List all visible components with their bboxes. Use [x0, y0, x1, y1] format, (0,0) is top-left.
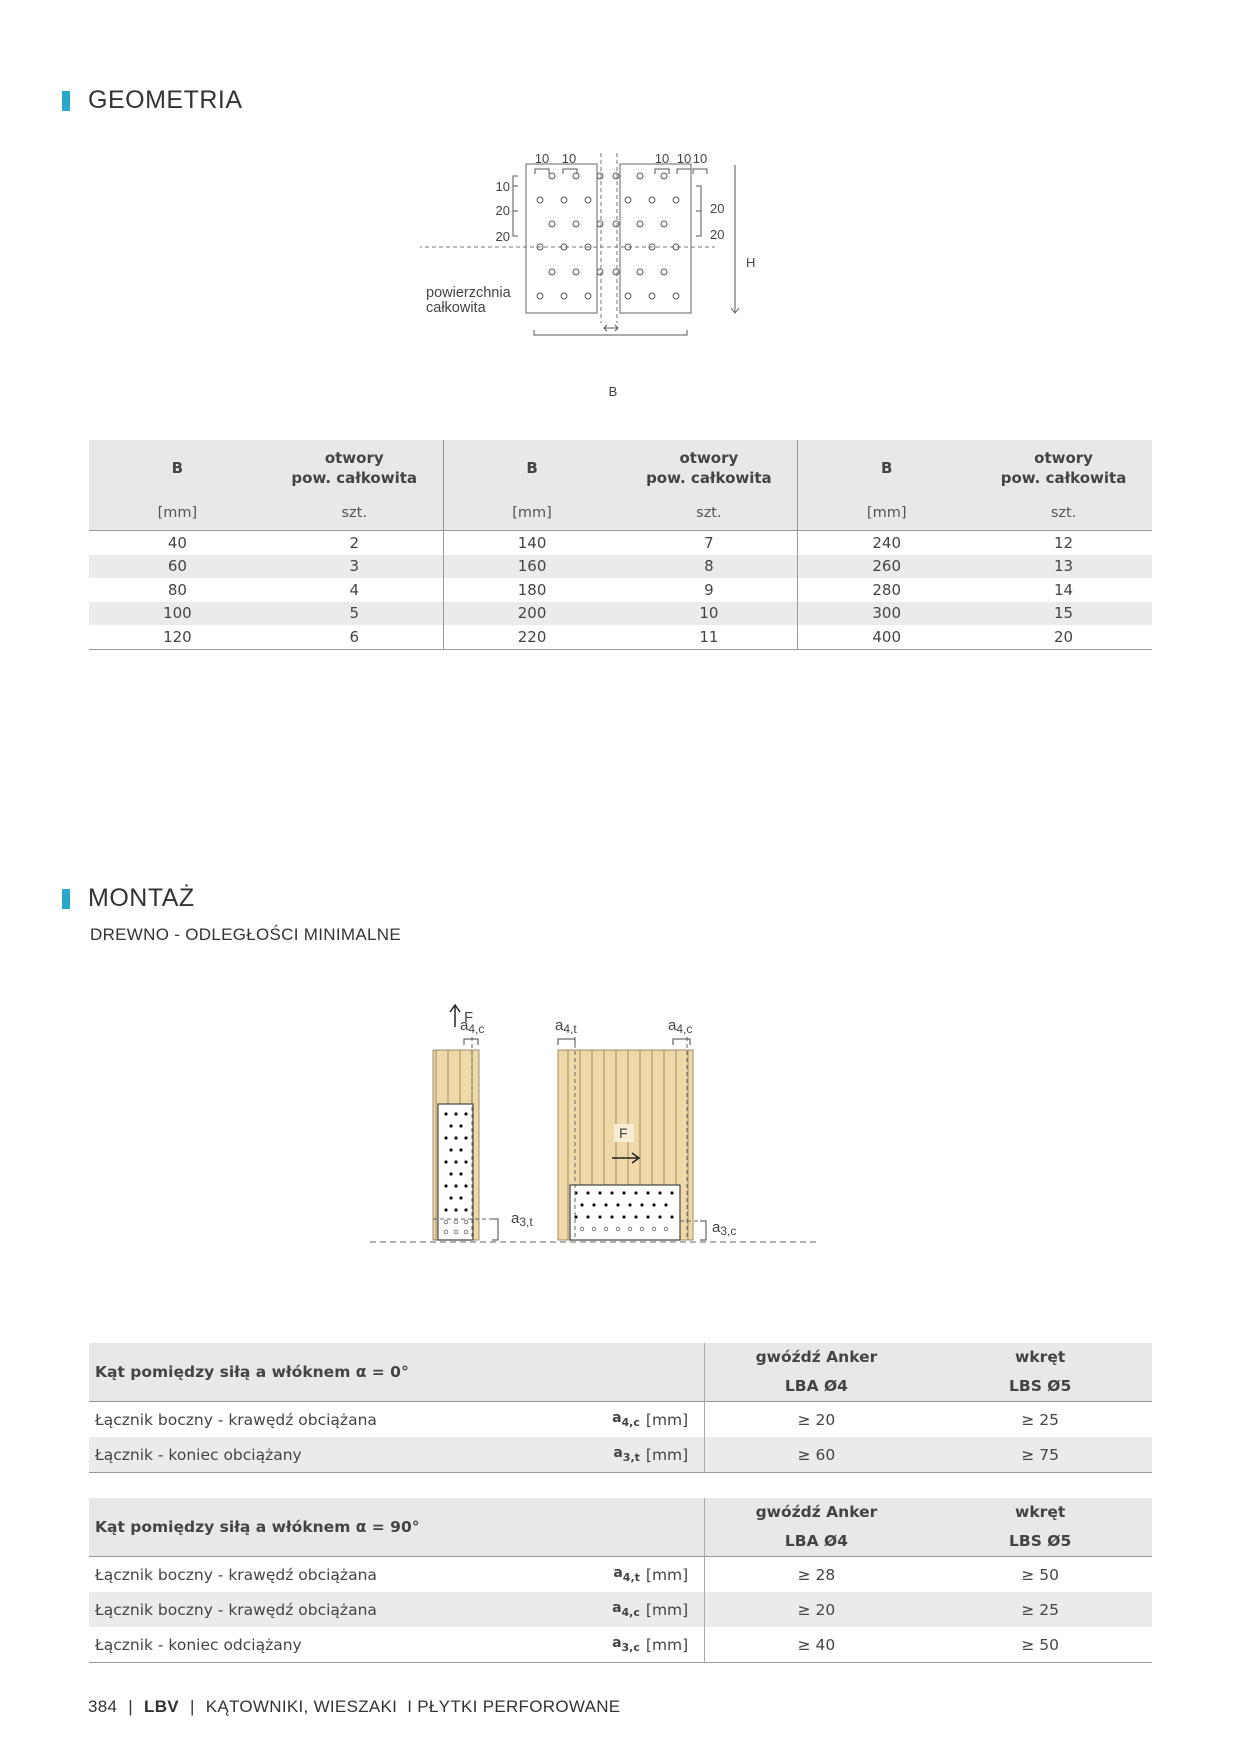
table-row	[89, 602, 1152, 626]
unit-cell: [mm]	[443, 496, 620, 531]
row-value-screw: ≥ 50	[1021, 1565, 1059, 1584]
header-b: B	[443, 440, 620, 496]
header-otwory-line1: otwory	[1034, 449, 1093, 467]
col-header-screw	[928, 1343, 1152, 1401]
table-cell: 2	[266, 531, 443, 555]
row-unit: [mm]	[645, 1565, 689, 1584]
header-otwory-line2: pow. całkowita	[646, 469, 772, 487]
col-header-line2: LBA Ø4	[784, 1377, 848, 1395]
col-header-nail	[704, 1343, 929, 1401]
table-cell: 40	[167, 533, 187, 552]
spacing-table-90deg	[89, 1498, 1152, 1663]
row-symbol: $a_{4,c}$	[612, 1410, 640, 1429]
table-cell: 5	[266, 602, 443, 626]
row-unit: [mm]	[645, 1600, 689, 1619]
a-label: a	[668, 1017, 677, 1034]
dim-top-5: 10	[692, 151, 708, 166]
geometry-diagram	[420, 145, 780, 410]
row-description: Łącznik - koniec odciążany	[95, 1635, 302, 1654]
dim-right-1: 20	[710, 201, 725, 216]
col-header-line1: gwóźdź Anker	[755, 1503, 878, 1521]
row-description: Łącznik boczny - krawędź obciążana	[95, 1600, 377, 1619]
unit-cell: szt.	[975, 496, 1152, 531]
table-row	[89, 1437, 1152, 1473]
table-cell: 13	[975, 555, 1152, 579]
dim-top-3: 10	[654, 151, 670, 166]
table-cell: 280	[872, 580, 902, 599]
a-sub: 4,t	[563, 1022, 577, 1036]
row-symbol: $a_{4,c}$	[612, 1600, 640, 1619]
force-label-left: F	[464, 1009, 474, 1026]
row-unit: [mm]	[645, 1635, 689, 1654]
category-name: KĄTOWNIKI, WIESZAKI I PŁYTKI PERFOROWANE	[205, 1697, 621, 1716]
row-value-nail: ≥ 28	[704, 1557, 929, 1592]
section-title: MONTAŻ	[88, 884, 195, 912]
header-otwory-line2: pow. całkowita	[291, 469, 418, 487]
table-cell: 260	[798, 555, 975, 579]
footer-separator: |	[128, 1697, 134, 1716]
table-row	[89, 1592, 1152, 1627]
product-code: LBV	[144, 1697, 179, 1716]
dim-right-2: 20	[710, 227, 725, 242]
header-otwory	[975, 440, 1152, 496]
a-sub: 4,c	[468, 1022, 485, 1036]
header-otwory-line2: pow. całkowita	[1000, 469, 1127, 487]
unit-cell: szt.	[620, 496, 797, 531]
header-b: B	[798, 440, 975, 496]
table-row	[89, 1627, 1152, 1663]
geometry-table	[89, 440, 1152, 650]
section-subtitle: DREWNO - ODLEGŁOŚCI MINIMALNE	[90, 925, 401, 944]
table-cell: 15	[975, 602, 1152, 626]
col-header-line1: wkręt	[1015, 1348, 1066, 1366]
header-b: B	[89, 440, 266, 496]
label-surface-1: powierzchnia	[426, 285, 511, 301]
svg-text:a4,t	[555, 1017, 577, 1036]
row-value-nail: ≥ 60	[704, 1437, 929, 1472]
a-sub: 3,c	[720, 1224, 737, 1238]
col-header-line1: wkręt	[1015, 1503, 1066, 1521]
page-number: 384	[88, 1697, 118, 1716]
a-label: a	[712, 1219, 721, 1236]
page-footer	[88, 1697, 620, 1717]
svg-text:a4,c	[668, 1017, 692, 1036]
table-cell: 140	[517, 533, 547, 552]
svg-text:a3,t	[511, 1210, 533, 1229]
row-description: Łącznik boczny - krawędź obciążana	[95, 1410, 377, 1429]
header-otwory-line1: otwory	[324, 449, 384, 467]
spacing-table-0deg	[89, 1343, 1152, 1473]
table-cell: 4	[266, 578, 443, 602]
col-header-nail	[704, 1498, 929, 1556]
table-cell: 3	[266, 555, 443, 579]
a-label: a	[555, 1017, 564, 1034]
dim-left-3: 20	[495, 229, 510, 244]
table-cell: 12	[1054, 533, 1074, 552]
table-cell: 400	[798, 625, 975, 649]
table-cell: 7	[620, 531, 797, 555]
table-cell: 200	[443, 602, 620, 626]
row-symbol: $a_{3,t}$	[613, 1445, 640, 1464]
table-header	[89, 1498, 1152, 1557]
section-geometria-header	[62, 86, 243, 115]
table-row	[89, 578, 1152, 602]
a-label: a	[460, 1017, 469, 1034]
label-surface-2: całkowita	[426, 300, 486, 316]
row-symbol: $a_{3,c}$	[612, 1635, 640, 1654]
montage-diagram	[370, 980, 830, 1265]
table-cell: 14	[1054, 580, 1074, 599]
table-cell: 160	[443, 555, 620, 579]
table-row	[89, 555, 1152, 579]
header-otwory	[620, 440, 797, 496]
col-header-screw	[928, 1498, 1152, 1556]
unit-cell: [mm]	[89, 496, 266, 531]
table-row	[89, 1402, 1152, 1437]
row-value-screw: ≥ 75	[1021, 1445, 1059, 1464]
col-header-line2: LBS Ø5	[1009, 1532, 1072, 1550]
section-montaz-header	[62, 884, 195, 913]
label-b: B	[608, 384, 618, 399]
section-marker	[62, 889, 70, 909]
table-cell: 11	[620, 625, 797, 649]
unit-cell: [mm]	[798, 496, 975, 531]
table-cell: 220	[443, 625, 620, 649]
row-description: Łącznik boczny - krawędź obciążana	[95, 1565, 377, 1584]
table-cell: 100	[89, 602, 266, 626]
header-otwory-line1: otwory	[679, 449, 739, 467]
row-symbol: $a_{4,t}$	[613, 1565, 640, 1584]
table-cell: 6	[266, 625, 443, 649]
header-otwory	[266, 440, 443, 496]
table-title: Kąt pomiędzy siłą a włóknem α = 0°	[95, 1363, 409, 1381]
table-cell: 10	[620, 602, 797, 626]
table-cell: 80	[167, 580, 187, 599]
table-cell: 8	[620, 555, 797, 579]
dim-top-4: 10	[676, 151, 692, 166]
table-cell: 300	[798, 602, 975, 626]
dim-left-1: 10	[495, 179, 510, 194]
table-cell: 20	[975, 625, 1152, 649]
a-sub: 3,t	[519, 1215, 533, 1229]
footer-separator: |	[189, 1697, 195, 1716]
dim-top-1: 10	[534, 151, 550, 166]
row-value-screw: ≥ 25	[1021, 1600, 1059, 1619]
col-header-line2: LBS Ø5	[1009, 1377, 1072, 1395]
row-value-nail: ≥ 20	[704, 1402, 929, 1437]
section-title: GEOMETRIA	[88, 86, 243, 114]
row-value-nail: ≥ 20	[704, 1592, 929, 1627]
table-row	[89, 531, 1152, 555]
col-header-line1: gwóźdź Anker	[755, 1348, 878, 1366]
table-header	[89, 1343, 1152, 1402]
row-value-screw: ≥ 50	[1021, 1635, 1059, 1654]
table-cell: 180	[517, 580, 547, 599]
row-unit: [mm]	[645, 1410, 689, 1429]
row-unit: [mm]	[645, 1445, 689, 1464]
a-sub: 4,c	[676, 1022, 693, 1036]
svg-text:a3,c	[712, 1219, 736, 1238]
dim-top-2: 10	[561, 151, 577, 166]
table-cell: 60	[89, 555, 266, 579]
row-value-screw: ≥ 25	[1021, 1410, 1059, 1429]
force-label-right: F	[619, 1125, 628, 1141]
row-value-nail: ≥ 40	[704, 1627, 929, 1662]
table-cell: 120	[89, 625, 266, 649]
table-cell: 9	[620, 578, 797, 602]
col-header-line2: LBA Ø4	[784, 1532, 848, 1550]
table-row	[89, 1557, 1152, 1592]
label-h: H	[746, 255, 756, 270]
section-marker	[62, 91, 70, 111]
table-row	[89, 625, 1152, 649]
unit-cell: szt.	[266, 496, 443, 531]
row-description: Łącznik - koniec obciążany	[95, 1445, 302, 1464]
table-title: Kąt pomiędzy siłą a włóknem α = 90°	[95, 1518, 420, 1536]
table-cell: 240	[872, 533, 902, 552]
dim-left-2: 20	[495, 203, 510, 218]
a-label: a	[511, 1210, 520, 1227]
